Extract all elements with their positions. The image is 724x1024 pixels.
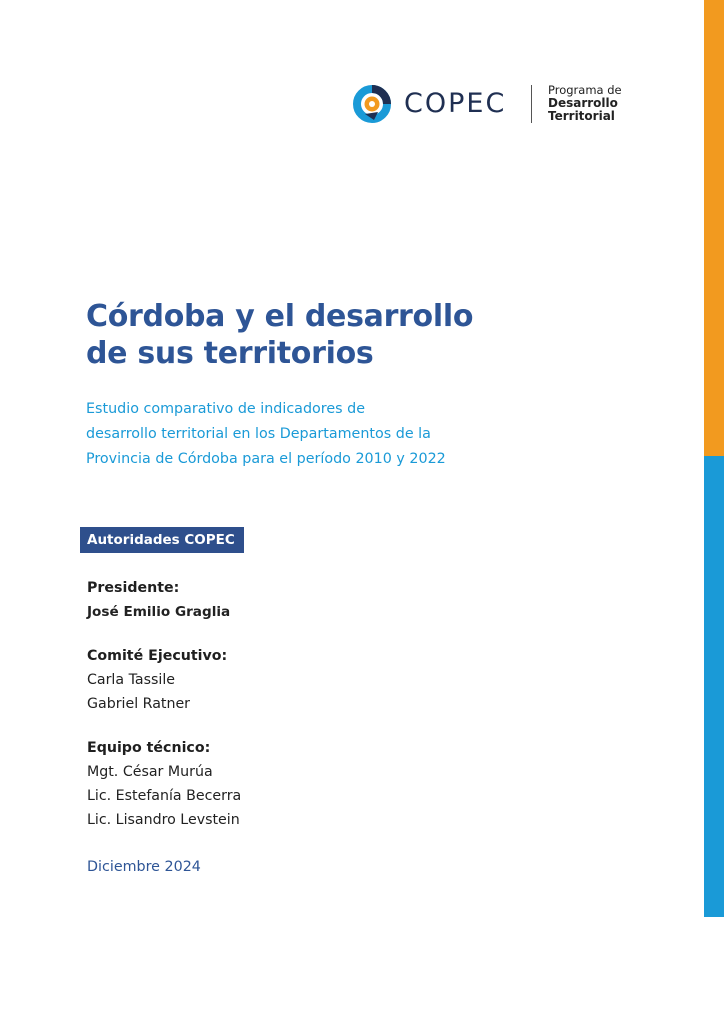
executive-member: Gabriel Ratner	[87, 696, 191, 712]
technical-member: Lic. Lisandro Levstein	[87, 812, 240, 828]
president-group	[87, 576, 487, 624]
executive-group	[87, 644, 487, 716]
document-subtitle	[86, 397, 686, 472]
program-line-2: Desarrollo	[548, 96, 618, 110]
title-line-2: de sus territorios	[86, 336, 374, 371]
president-role: Presidente:	[87, 580, 180, 596]
authorities-label: Autoridades COPEC	[80, 527, 244, 553]
publication-date: Diciembre 2024	[87, 859, 201, 875]
document-title	[86, 298, 686, 372]
program-line-1: Programa de	[548, 83, 622, 97]
subtitle-line-3: Provincia de Córdoba para el período 2010 y 2022	[86, 451, 446, 467]
technical-role: Equipo técnico:	[87, 740, 211, 756]
subtitle-line-2: desarrollo territorial en los Departamentos de la	[86, 426, 431, 442]
copec-logo-icon	[352, 84, 392, 124]
technical-member: Lic. Estefanía Becerra	[87, 788, 242, 804]
blue-side-stripe	[704, 456, 724, 917]
authorities-list	[87, 576, 487, 852]
copec-logo	[352, 84, 632, 126]
program-name	[548, 84, 622, 123]
title-line-1: Córdoba y el desarrollo	[86, 299, 474, 334]
technical-member: Mgt. César Murúa	[87, 764, 213, 780]
technical-group	[87, 736, 487, 832]
executive-member: Carla Tassile	[87, 672, 175, 688]
subtitle-line-1: Estudio comparativo de indicadores de	[86, 401, 365, 417]
orange-side-stripe	[704, 0, 724, 456]
president-name: José Emilio Graglia	[87, 604, 231, 620]
executive-role: Comité Ejecutivo:	[87, 648, 228, 664]
brand-name: COPEC	[404, 88, 507, 119]
logo-divider	[531, 85, 532, 123]
program-line-3: Territorial	[548, 109, 615, 123]
